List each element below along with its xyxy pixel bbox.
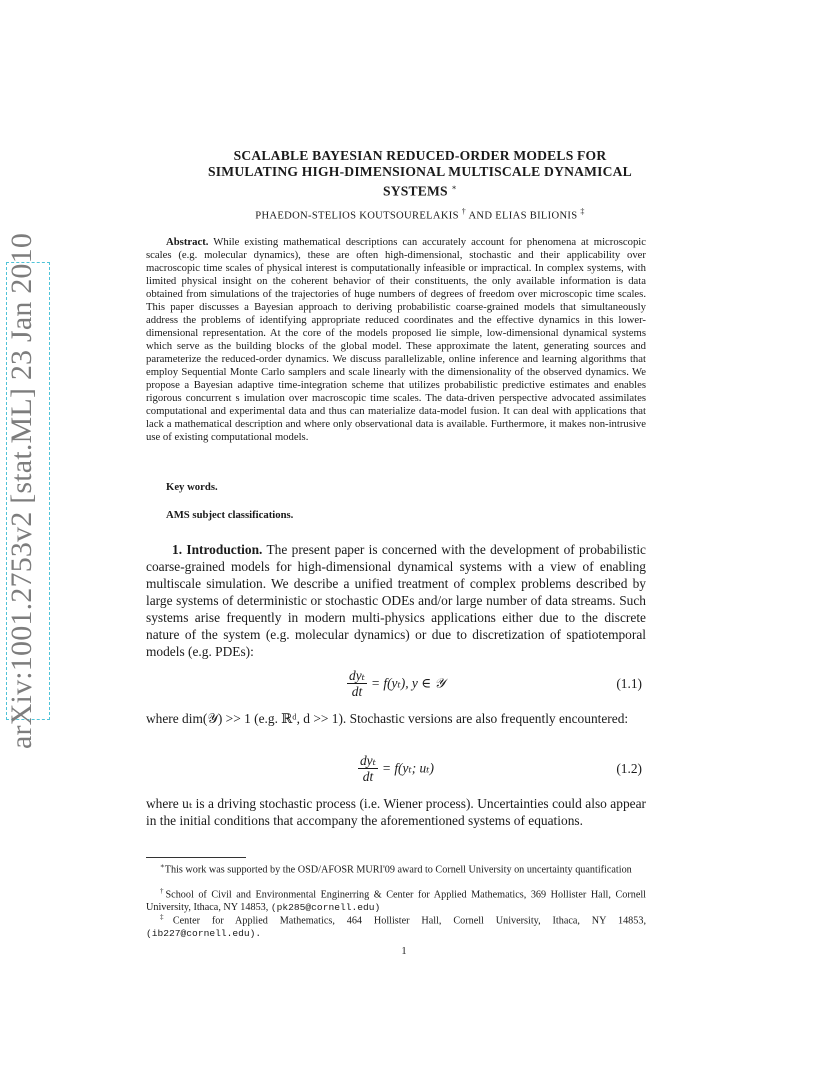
abstract — [146, 236, 646, 444]
title-line-3 — [120, 180, 720, 200]
author-connector: AND — [468, 210, 493, 222]
author-2-mark: ‡ — [580, 207, 585, 216]
paragraph-after-eq-1-1: where dim(𝒴) >> 1 (e.g. ℝᵈ, d >> 1). Stochastic versions are also frequently encountered: — [146, 711, 629, 726]
equation-1-1 — [146, 666, 646, 702]
equation-1-1-denominator: dt — [351, 684, 363, 699]
equation-1-2-body — [146, 753, 646, 784]
equation-1-2-numerator: dyₜ — [359, 753, 376, 768]
title-line-3-text: SYSTEMS — [382, 183, 448, 199]
abstract-label: Abstract. — [166, 236, 209, 248]
paper-title — [120, 148, 720, 200]
arxiv-identifier: arXiv:1001.2753v2 [stat.ML] 23 Jan 2010 — [5, 232, 38, 750]
author-2: ELIAS BILIONIS — [495, 210, 578, 222]
equation-1-2-number: (1.2) — [616, 761, 642, 776]
equation-1-2-fraction — [358, 753, 378, 784]
equation-1-1-rhs: = f(yₜ), y ∈ 𝒴 — [370, 675, 445, 691]
equation-1-1-number: (1.1) — [616, 676, 642, 691]
footnote-1-text: This work was supported by the OSD/AFOSR MURI'09 award to Cornell University on uncertainty quantification — [164, 864, 632, 876]
equation-1-2 — [146, 751, 646, 787]
title-line-2: SIMULATING HIGH-DIMENSIONAL MULTISCALE DYNAMICAL — [208, 164, 632, 179]
author-1-mark: † — [461, 207, 467, 216]
footnote-2-text: School of Civil and Environmental Enginerring & Center for Applied Mathematics, 369 Hollister Hall, Cornell University, Ithaca, NY 14853, — [146, 889, 647, 913]
introduction-paragraph — [146, 541, 646, 660]
footnote-2-mark: † — [160, 887, 166, 895]
ams-classifications-label: AMS subject classifications. — [166, 509, 294, 521]
equation-1-1-fraction — [347, 668, 367, 699]
title-footnote-mark: ∗ — [451, 183, 458, 192]
author-line — [120, 207, 720, 222]
footnote-3-text: Center for Applied Mathematics, 464 Hollister Hall, Cornell University, Ithaca, NY 14853, — [172, 915, 647, 927]
abstract-text: While existing mathematical descriptions can accurately account for phenomena at microscopic scales (e.g. molecular dynamics), these are often high-dimensional, stochastic and their applicability over macroscopic time scales of physical interest is computationally infeasible or impractical. In complex systems, with limited physical insight on the coherent behavior of their constituents, the only available information is data obtained from simulations of the trajectories of huge numbers of degrees of freedom over microscopic time scales. This paper discusses a Bayesian approach to deriving probabilistic coarse-grained models that simultaneously address the problems of identifying appropriate reduced coordinates and the effective dynamics in this lower-dimensional representation. At the core of the models proposed lie simple, low-dimensional dynamical systems which serve as the building blocks of the global model. These approximate the latent, generating sources and parameterize the reduced-order dynamics. We discuss parallelizable, online inference and learning algorithms that employ Sequential Monte Carlo samplers and scale linearly with the dimensionality of the observed dynamics. We propose a Bayesian adaptive time-integration scheme that utilizes probabilistic predictive estimates and enables rigorous concurrent s imulation over macroscopic time scales. The data-driven perspective advocated assimilates computational and experimental data and thus can materialize data-model fusion. It can deal with applications that lack a mathematical description and where only observational data is available. Furthermore, it makes non-intrusive use of existing computational models. — [146, 236, 646, 443]
equation-1-1-numerator: dyₜ — [349, 668, 365, 683]
footnote-2 — [146, 885, 646, 914]
page-number: 1 — [401, 946, 407, 957]
footnote-rule — [146, 857, 246, 858]
footnote-2-email: (pk285@cornell.edu) — [270, 901, 381, 913]
title-line-1: SCALABLE BAYESIAN REDUCED-ORDER MODELS FOR — [233, 148, 607, 163]
author-1: PHAEDON-STELIOS KOUTSOURELAKIS — [255, 210, 459, 222]
footnote-3-email: (ib227@cornell.edu). — [146, 927, 262, 939]
footnote-1 — [146, 860, 646, 877]
section-heading-introduction: 1. Introduction. — [172, 542, 263, 557]
paragraph-after-eq-1-2: where uₜ is a driving stochastic process (i.e. Wiener process). Uncertainties could also appear in the initial conditions that accompany the aforementioned systems of equations. — [146, 796, 646, 828]
footnote-1-mark: ∗ — [160, 862, 165, 870]
introduction-text: The present paper is concerned with the development of probabilistic coarse-grained models for high-dimensional dynamical systems with a view of enabling multiscale simulation. We describe a unified treatment of complex problems described by large systems of deterministic or stochastic ODEs and/or large number of data streams. Such systems arise frequently in modern multi-physics applications either due to the discrete nature of the system (e.g. molecular dynamics) or due to discretization of spatiotemporal models (e.g. PDEs): — [146, 542, 646, 659]
equation-1-1-body — [146, 668, 646, 699]
key-words-label: Key words. — [166, 481, 218, 493]
footnote-3 — [146, 911, 646, 940]
equation-1-2-denominator: dt — [362, 769, 374, 784]
equation-1-2-rhs: = f(yₜ; uₜ) — [381, 760, 435, 776]
footnote-3-mark: ‡ — [160, 913, 173, 921]
